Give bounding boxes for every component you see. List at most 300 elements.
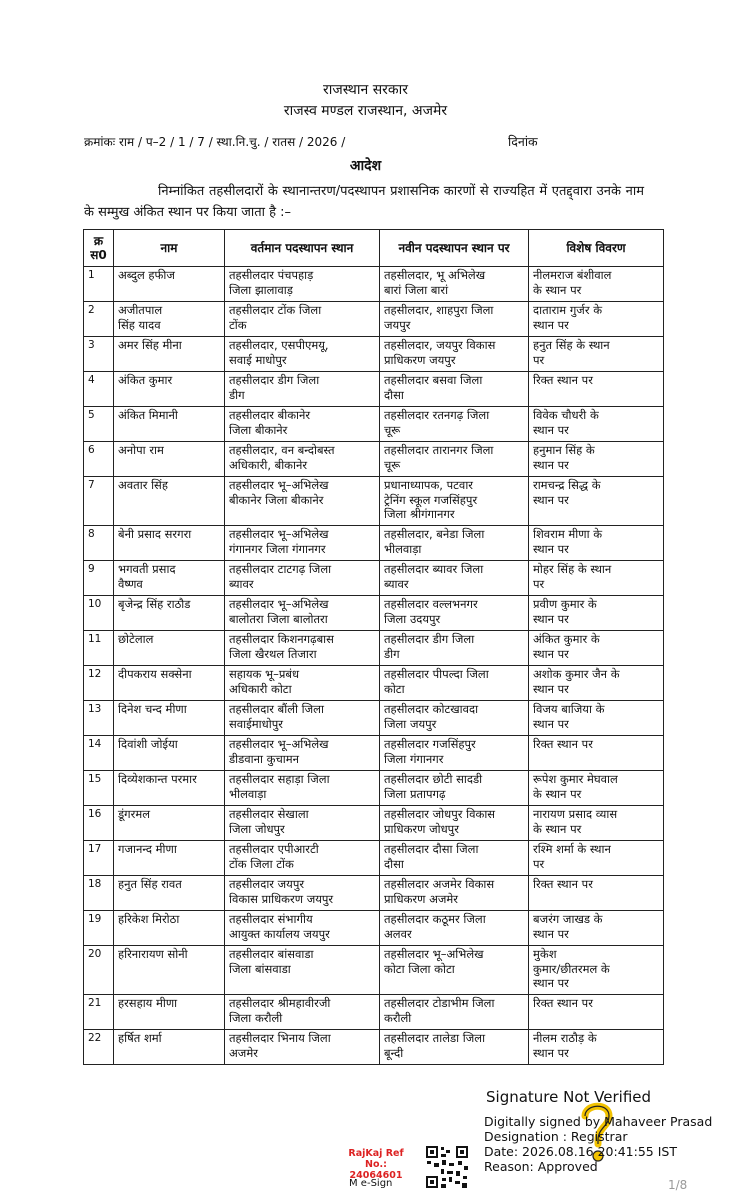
cell-text-line: तहसीलदार अजमेर विकास <box>384 877 495 891</box>
cell-text-line: तहसीलदार जयपुर <box>229 877 305 891</box>
cell-sno: 19 <box>84 911 114 946</box>
cell-sno: 9 <box>84 561 114 596</box>
cell-name <box>114 736 225 771</box>
cell-text-line: अजमेर <box>229 1045 258 1060</box>
cell-new-posting <box>380 442 529 477</box>
cell-text-line: प्रवीण कुमार के <box>533 597 597 611</box>
cell-text-line: दिव्येशकान्त परमार <box>118 772 197 786</box>
cell-remarks <box>529 946 664 995</box>
cell-text-line: जिला जयपुर <box>384 716 437 731</box>
intro-paragraph: निम्नांकित तहसीलदारों के स्थानान्तरण/पदस्थापन प्रशासनिक कारणों से राज्यहित में एतद्द्वारा उनके नाम के सम्मुख अंकित स्थान पर किया जाता है :– <box>84 184 644 220</box>
cell-current-posting <box>225 771 380 806</box>
cell-text-line: तहसीलदार बौंली जिला <box>229 702 324 716</box>
cell-text-line: तहसीलदार तारानगर जिला <box>384 443 494 457</box>
cell-text-line: तहसीलदार एपीआरटी <box>229 842 319 856</box>
table-row <box>84 666 664 701</box>
cell-text-line: तहसीलदार श्रीमहावीरजी <box>229 996 331 1010</box>
cell-text-line: दौसा <box>384 856 404 871</box>
cell-name <box>114 477 225 526</box>
cell-name <box>114 806 225 841</box>
cell-remarks <box>529 736 664 771</box>
cell-text-line: विकास प्राधिकरण जयपुर <box>229 891 334 906</box>
table-row <box>84 771 664 806</box>
cell-text-line: तहसीलदार टोंक जिला <box>229 303 322 317</box>
cell-remarks <box>529 911 664 946</box>
cell-new-posting <box>380 477 529 526</box>
government-header: राजस्थान सरकार <box>323 82 408 98</box>
cell-text-line: स्थान पर <box>533 976 569 990</box>
cell-text-line: ब्यावर <box>229 576 254 591</box>
table-row <box>84 701 664 736</box>
cell-current-posting <box>225 302 380 337</box>
cell-text-line: हर्षित शर्मा <box>118 1031 162 1045</box>
cell-text-line: तहसीलदार वल्लभनगर <box>384 597 478 611</box>
cell-current-posting <box>225 701 380 736</box>
cell-text-line: प्राधिकरण अजमेर <box>384 891 458 906</box>
cell-text-line: रूपेश कुमार मेघवाल <box>533 772 618 786</box>
cell-name <box>114 337 225 372</box>
cell-text-line: स्थान पर <box>533 317 569 332</box>
column-header-name: नाम <box>114 230 225 267</box>
cell-sno: 5 <box>84 407 114 442</box>
cell-text-line: तहसीलदार ब्यावर जिला <box>384 562 484 576</box>
cell-text-line: तहसीलदार जोधपुर विकास <box>384 807 496 821</box>
cell-text-line: हनुत सिंह रावत <box>118 877 182 891</box>
cell-remarks <box>529 442 664 477</box>
cell-text-line: डीग <box>229 387 245 402</box>
cell-new-posting <box>380 561 529 596</box>
column-header-current-posting: वर्तमान पदस्थापन स्थान <box>225 230 380 267</box>
cell-text-line: स्थान पर <box>533 681 569 696</box>
cell-remarks <box>529 666 664 701</box>
cell-text-line: तहसीलदार संभागीय <box>229 912 313 926</box>
cell-current-posting <box>225 337 380 372</box>
cell-sno: 6 <box>84 442 114 477</box>
cell-name <box>114 267 225 302</box>
cell-text-line: गंगानगर जिला गंगानगर <box>229 541 326 556</box>
rajkaj-reference <box>339 1148 413 1181</box>
cell-text-line: जिला करौली <box>229 1010 283 1025</box>
table-row <box>84 806 664 841</box>
cell-text-line: अमर सिंह मीना <box>118 338 182 352</box>
cell-text-line: अधिकारी, बीकानेर <box>229 457 308 472</box>
cell-text-line: डूंगरमल <box>118 807 151 821</box>
cell-text-line: बारां जिला बारां <box>384 282 449 297</box>
cell-text-line: अवतार सिंह <box>118 478 168 492</box>
cell-name <box>114 946 225 995</box>
cell-name <box>114 302 225 337</box>
cell-text-line: हरिकेश मिरोठा <box>118 912 180 926</box>
cell-text-line: जिला झालावाड़ <box>229 282 293 297</box>
table-row <box>84 911 664 946</box>
cell-sno: 4 <box>84 372 114 407</box>
cell-text-line: तहसीलदार, वन बन्दोबस्त <box>229 443 335 457</box>
cell-name <box>114 526 225 561</box>
cell-text-line: छोटेलाल <box>118 632 154 646</box>
order-reference-number: क्रमांकः राम / प–2 / 1 / 7 / स्था.नि.चु. / रातस / 2026 / <box>84 135 346 149</box>
cell-text-line: चूरू <box>384 422 401 437</box>
cell-remarks <box>529 1030 664 1065</box>
cell-text-line: अधिकारी कोटा <box>229 681 292 696</box>
cell-text-line: जिला उदयपुर <box>384 611 441 626</box>
cell-current-posting <box>225 806 380 841</box>
order-title: आदेश <box>349 158 382 174</box>
cell-name <box>114 701 225 736</box>
cell-new-posting <box>380 526 529 561</box>
table-row <box>84 442 664 477</box>
cell-remarks <box>529 841 664 876</box>
cell-sno: 18 <box>84 876 114 911</box>
cell-text-line: कोटा <box>384 681 405 696</box>
cell-text-line: पर <box>533 352 545 367</box>
cell-text-line: जिला खैरथल तिजारा <box>229 646 317 661</box>
cell-new-posting <box>380 911 529 946</box>
cell-text-line: स्थान पर <box>533 716 569 731</box>
table-row <box>84 561 664 596</box>
cell-text-line: तहसीलदार कोटखावदा <box>384 702 479 716</box>
table-row <box>84 1030 664 1065</box>
cell-text-line: ब्यावर <box>384 576 409 591</box>
digital-signature-block <box>478 1088 731 1200</box>
cell-text-line: कुमार/छीतरमल के <box>533 961 610 976</box>
cell-text-line: तहसीलदार सहाड़ा जिला <box>229 772 330 786</box>
cell-current-posting <box>225 841 380 876</box>
cell-remarks <box>529 561 664 596</box>
column-header-remarks: विशेष विवरण <box>529 230 664 267</box>
cell-text-line: दाताराम गुर्जर के <box>533 303 603 317</box>
cell-text-line: बृजेन्द्र सिंह राठौड <box>118 597 191 611</box>
signature-reason: Reason: Approved <box>484 1159 598 1174</box>
cell-name <box>114 561 225 596</box>
column-header-new-posting: नवीन पदस्थापन स्थान पर <box>380 230 529 267</box>
cell-sno: 1 <box>84 267 114 302</box>
cell-text-line: दीपकराय सक्सेना <box>118 667 192 681</box>
cell-text-line: तहसीलदार बसवा जिला <box>384 373 483 387</box>
cell-remarks <box>529 267 664 302</box>
cell-new-posting <box>380 372 529 407</box>
cell-sno: 15 <box>84 771 114 806</box>
cell-text-line: तहसीलदार, जयपुर विकास <box>384 338 496 352</box>
cell-sno: 14 <box>84 736 114 771</box>
cell-text-line: प्राधिकरण जयपुर <box>384 352 456 367</box>
cell-text-line: दिनेश चन्द मीणा <box>118 702 187 716</box>
cell-text-line: स्थान पर <box>533 492 569 507</box>
cell-text-line: रिक्त स्थान पर <box>533 877 593 891</box>
cell-sno: 8 <box>84 526 114 561</box>
cell-text-line: पर <box>533 856 545 871</box>
cell-text-line: जयपुर <box>384 317 411 332</box>
cell-remarks <box>529 995 664 1030</box>
cell-new-posting <box>380 701 529 736</box>
table-row <box>84 302 664 337</box>
cell-new-posting <box>380 267 529 302</box>
cell-remarks <box>529 596 664 631</box>
cell-text-line: तहसीलदार डीग जिला <box>384 632 475 646</box>
signature-date: Date: 2026.08.16 20:41:55 IST <box>484 1144 677 1159</box>
cell-text-line: जिला श्रीगंगानगर <box>384 507 455 521</box>
cell-text-line: टोंक <box>229 317 247 332</box>
cell-sno: 10 <box>84 596 114 631</box>
cell-text-line: तहसीलदार गजसिंहपुर <box>384 737 476 751</box>
cell-new-posting <box>380 666 529 701</box>
cell-remarks <box>529 771 664 806</box>
cell-current-posting <box>225 526 380 561</box>
table-row <box>84 631 664 666</box>
cell-text-line: हनुत सिंह के स्थान <box>533 338 610 352</box>
cell-text-line: विवेक चौधरी के <box>533 408 599 422</box>
cell-text-line: नीलमराज बंशीवाल <box>533 268 612 282</box>
cell-new-posting <box>380 736 529 771</box>
cell-name <box>114 771 225 806</box>
cell-text-line: भगवती प्रसाद <box>118 562 176 576</box>
table-row <box>84 946 664 995</box>
cell-remarks <box>529 372 664 407</box>
cell-text-line: रामचन्द्र सिद्ध के <box>533 478 601 492</box>
cell-text-line: विजय बाजिया के <box>533 702 605 716</box>
cell-new-posting <box>380 876 529 911</box>
cell-name <box>114 666 225 701</box>
cell-new-posting <box>380 771 529 806</box>
cell-new-posting <box>380 596 529 631</box>
qr-code-icon <box>425 1145 469 1189</box>
cell-text-line: करौली <box>384 1010 412 1025</box>
cell-text-line: आयुक्त कार्यालय जयपुर <box>229 926 330 941</box>
cell-text-line: हनुमान सिंह के <box>533 443 595 457</box>
cell-sno: 13 <box>84 701 114 736</box>
cell-sno: 12 <box>84 666 114 701</box>
cell-name <box>114 631 225 666</box>
cell-text-line: तहसीलदार किशनगढ़बास <box>229 632 334 646</box>
date-label: दिनांक <box>508 134 538 149</box>
cell-text-line: तहसीलदार, भू अभिलेख <box>384 268 486 282</box>
cell-text-line: अंकित कुमार <box>118 373 173 387</box>
cell-text-line: पर <box>533 576 545 591</box>
table-header-row <box>84 230 664 267</box>
cell-text-line: हरसहाय मीणा <box>118 996 178 1010</box>
cell-new-posting <box>380 337 529 372</box>
cell-text-line: ट्रेनिंग स्कूल गजसिंहपुर <box>384 492 478 507</box>
cell-text-line: जिला प्रतापगढ़ <box>384 786 446 801</box>
cell-name <box>114 876 225 911</box>
cell-text-line: रश्मि शर्मा के स्थान <box>533 842 611 856</box>
cell-text-line: कोटा जिला कोटा <box>384 961 455 976</box>
cell-text-line: रिक्त स्थान पर <box>533 373 593 387</box>
cell-text-line: बेनी प्रसाद सरगरा <box>118 527 192 541</box>
signed-by-text: Digitally signed by Mahaveer Prasad <box>484 1114 713 1129</box>
cell-text-line: स्थान पर <box>533 422 569 437</box>
cell-sno: 2 <box>84 302 114 337</box>
cell-current-posting <box>225 876 380 911</box>
cell-text-line: अंकित मिमानी <box>118 408 178 422</box>
cell-current-posting <box>225 666 380 701</box>
cell-text-line: स्थान पर <box>533 646 569 661</box>
cell-text-line: मुकेश <box>533 947 557 961</box>
transfer-table <box>83 229 664 1065</box>
cell-text-line: तहसीलदार सेखाला <box>229 807 309 821</box>
cell-text-line: शिवराम मीणा के <box>533 527 603 541</box>
cell-current-posting <box>225 561 380 596</box>
page-number: 1/8 <box>668 1178 688 1192</box>
cell-text-line: सहायक भू–प्रबंध <box>229 667 300 681</box>
cell-new-posting <box>380 841 529 876</box>
cell-text-line: तहसीलदार पीपल्दा जिला <box>384 667 489 681</box>
cell-text-line: तहसीलदार, बनेडा जिला <box>384 527 485 541</box>
cell-text-line: रिक्त स्थान पर <box>533 996 593 1010</box>
cell-text-line: रिक्त स्थान पर <box>533 737 593 751</box>
cell-text-line: दौसा <box>384 387 404 402</box>
cell-new-posting <box>380 407 529 442</box>
cell-text-line: मोहर सिंह के स्थान <box>533 562 612 576</box>
cell-text-line: तहसीलदार, शाहपुरा जिला <box>384 303 494 317</box>
table-row <box>84 407 664 442</box>
cell-text-line: बीकानेर जिला बीकानेर <box>229 492 324 507</box>
table-row <box>84 267 664 302</box>
cell-text-line: तहसीलदार भिनाय जिला <box>229 1031 331 1045</box>
cell-text-line: के स्थान पर <box>533 282 582 297</box>
cell-text-line: सिंह यादव <box>118 317 161 332</box>
cell-text-line: अशोक कुमार जैन के <box>533 667 620 681</box>
cell-current-posting <box>225 995 380 1030</box>
cell-text-line: दिवांशी जोईया <box>118 737 178 751</box>
sno-header-line1: क्र <box>93 233 104 248</box>
cell-name <box>114 841 225 876</box>
rajkaj-label: RajKaj Ref No.: <box>348 1148 404 1170</box>
cell-sno: 22 <box>84 1030 114 1065</box>
cell-name <box>114 995 225 1030</box>
cell-text-line: के स्थान पर <box>533 821 582 836</box>
cell-text-line: अलवर <box>384 926 412 941</box>
cell-text-line: जिला जोधपुर <box>229 821 285 836</box>
cell-text-line: बून्दी <box>384 1045 404 1060</box>
cell-text-line: प्रधानाध्यापक, पटवार <box>384 478 474 492</box>
table-row <box>84 596 664 631</box>
cell-text-line: के स्थान पर <box>533 786 582 801</box>
cell-current-posting <box>225 946 380 995</box>
table-body <box>84 267 664 1065</box>
cell-current-posting <box>225 911 380 946</box>
cell-text-line: अनोपा राम <box>118 443 164 457</box>
cell-name <box>114 442 225 477</box>
cell-text-line: स्थान पर <box>533 1045 569 1060</box>
cell-text-line: स्थान पर <box>533 611 569 626</box>
cell-text-line: तहसीलदार भू–अभिलेख <box>229 597 329 611</box>
cell-current-posting <box>225 407 380 442</box>
table-row <box>84 841 664 876</box>
cell-text-line: अब्दुल हफीज <box>118 268 175 282</box>
cell-text-line: तहसीलदार छोटी सादडी <box>384 772 483 786</box>
table-row <box>84 337 664 372</box>
cell-sno: 11 <box>84 631 114 666</box>
cell-new-posting <box>380 631 529 666</box>
office-header: राजस्व मण्डल राजस्थान, अजमेर <box>283 103 448 119</box>
rajkaj-number: 24064601 <box>349 1170 403 1181</box>
cell-text-line: तहसीलदार, एसपीएमयू, <box>229 338 329 352</box>
cell-text-line: बजरंग जाखड के <box>533 912 603 926</box>
cell-text-line: नारायण प्रसाद व्यास <box>533 807 618 821</box>
cell-remarks <box>529 337 664 372</box>
cell-text-line: तहसीलदार भू–अभिलेख <box>384 947 484 961</box>
table-row <box>84 372 664 407</box>
cell-text-line: स्थान पर <box>533 926 569 941</box>
cell-text-line: तहसीलदार दौसा जिला <box>384 842 479 856</box>
cell-current-posting <box>225 1030 380 1065</box>
cell-new-posting <box>380 995 529 1030</box>
cell-text-line: तहसीलदार भू–अभिलेख <box>229 527 329 541</box>
cell-current-posting <box>225 596 380 631</box>
cell-text-line: जिला बांसवाडा <box>229 961 291 976</box>
cell-text-line: हरिनारायण सोनी <box>118 947 188 961</box>
sno-header-line2: स0 <box>90 248 107 262</box>
cell-new-posting <box>380 302 529 337</box>
cell-text-line: तहसीलदार तालेडा जिला <box>384 1031 486 1045</box>
cell-remarks <box>529 302 664 337</box>
cell-current-posting <box>225 736 380 771</box>
table-row <box>84 876 664 911</box>
cell-text-line: जिला गंगानगर <box>384 751 444 766</box>
cell-current-posting <box>225 631 380 666</box>
cell-current-posting <box>225 442 380 477</box>
cell-remarks <box>529 701 664 736</box>
cell-name <box>114 1030 225 1065</box>
cell-text-line: तहसीलदार बांसवाडा <box>229 947 314 961</box>
cell-text-line: अजीतपाल <box>118 303 163 317</box>
cell-text-line: भीलवाड़ा <box>229 786 267 801</box>
cell-remarks <box>529 876 664 911</box>
cell-text-line: सवाईमाधोपुर <box>229 716 283 731</box>
table-row <box>84 736 664 771</box>
cell-sno: 7 <box>84 477 114 526</box>
cell-remarks <box>529 631 664 666</box>
cell-remarks <box>529 407 664 442</box>
cell-remarks <box>529 806 664 841</box>
cell-current-posting <box>225 477 380 526</box>
cell-name <box>114 372 225 407</box>
cell-text-line: तहसीलदार बीकानेर <box>229 408 311 422</box>
cell-text-line: बालोतरा जिला बालोतरा <box>229 611 328 626</box>
cell-text-line: स्थान पर <box>533 457 569 472</box>
cell-sno: 16 <box>84 806 114 841</box>
cell-remarks <box>529 477 664 526</box>
cell-text-line: तहसीलदार भू–अभिलेख <box>229 737 329 751</box>
esign-label: M e-Sign <box>349 1178 393 1189</box>
cell-name <box>114 407 225 442</box>
signature-status: Signature Not Verified <box>486 1088 652 1106</box>
cell-text-line: भीलवाड़ा <box>384 541 422 556</box>
cell-name <box>114 911 225 946</box>
cell-text-line: सवाई माधोपुर <box>229 352 287 367</box>
column-header-sno <box>84 230 114 267</box>
cell-remarks <box>529 526 664 561</box>
cell-sno: 3 <box>84 337 114 372</box>
cell-sno: 21 <box>84 995 114 1030</box>
cell-text-line: तहसीलदार पंचपहाड़ <box>229 268 314 282</box>
cell-text-line: तहसीलदार रतनगढ़ जिला <box>384 408 490 422</box>
table-row <box>84 526 664 561</box>
cell-new-posting <box>380 1030 529 1065</box>
cell-text-line: नीलम राठौड़ के <box>533 1031 597 1045</box>
cell-text-line: तहसीलदार कठूमर जिला <box>384 912 486 926</box>
table-row <box>84 995 664 1030</box>
table-row <box>84 477 664 526</box>
cell-text-line: स्थान पर <box>533 541 569 556</box>
cell-text-line: अंकित कुमार के <box>533 632 600 646</box>
cell-text-line: तहसीलदार टाटगढ़ जिला <box>229 562 332 576</box>
cell-text-line: प्राधिकरण जोधपुर <box>384 821 459 836</box>
cell-text-line: तहसीलदार डीग जिला <box>229 373 320 387</box>
cell-current-posting <box>225 372 380 407</box>
cell-sno: 17 <box>84 841 114 876</box>
cell-text-line: गजानन्द मीणा <box>118 842 177 856</box>
